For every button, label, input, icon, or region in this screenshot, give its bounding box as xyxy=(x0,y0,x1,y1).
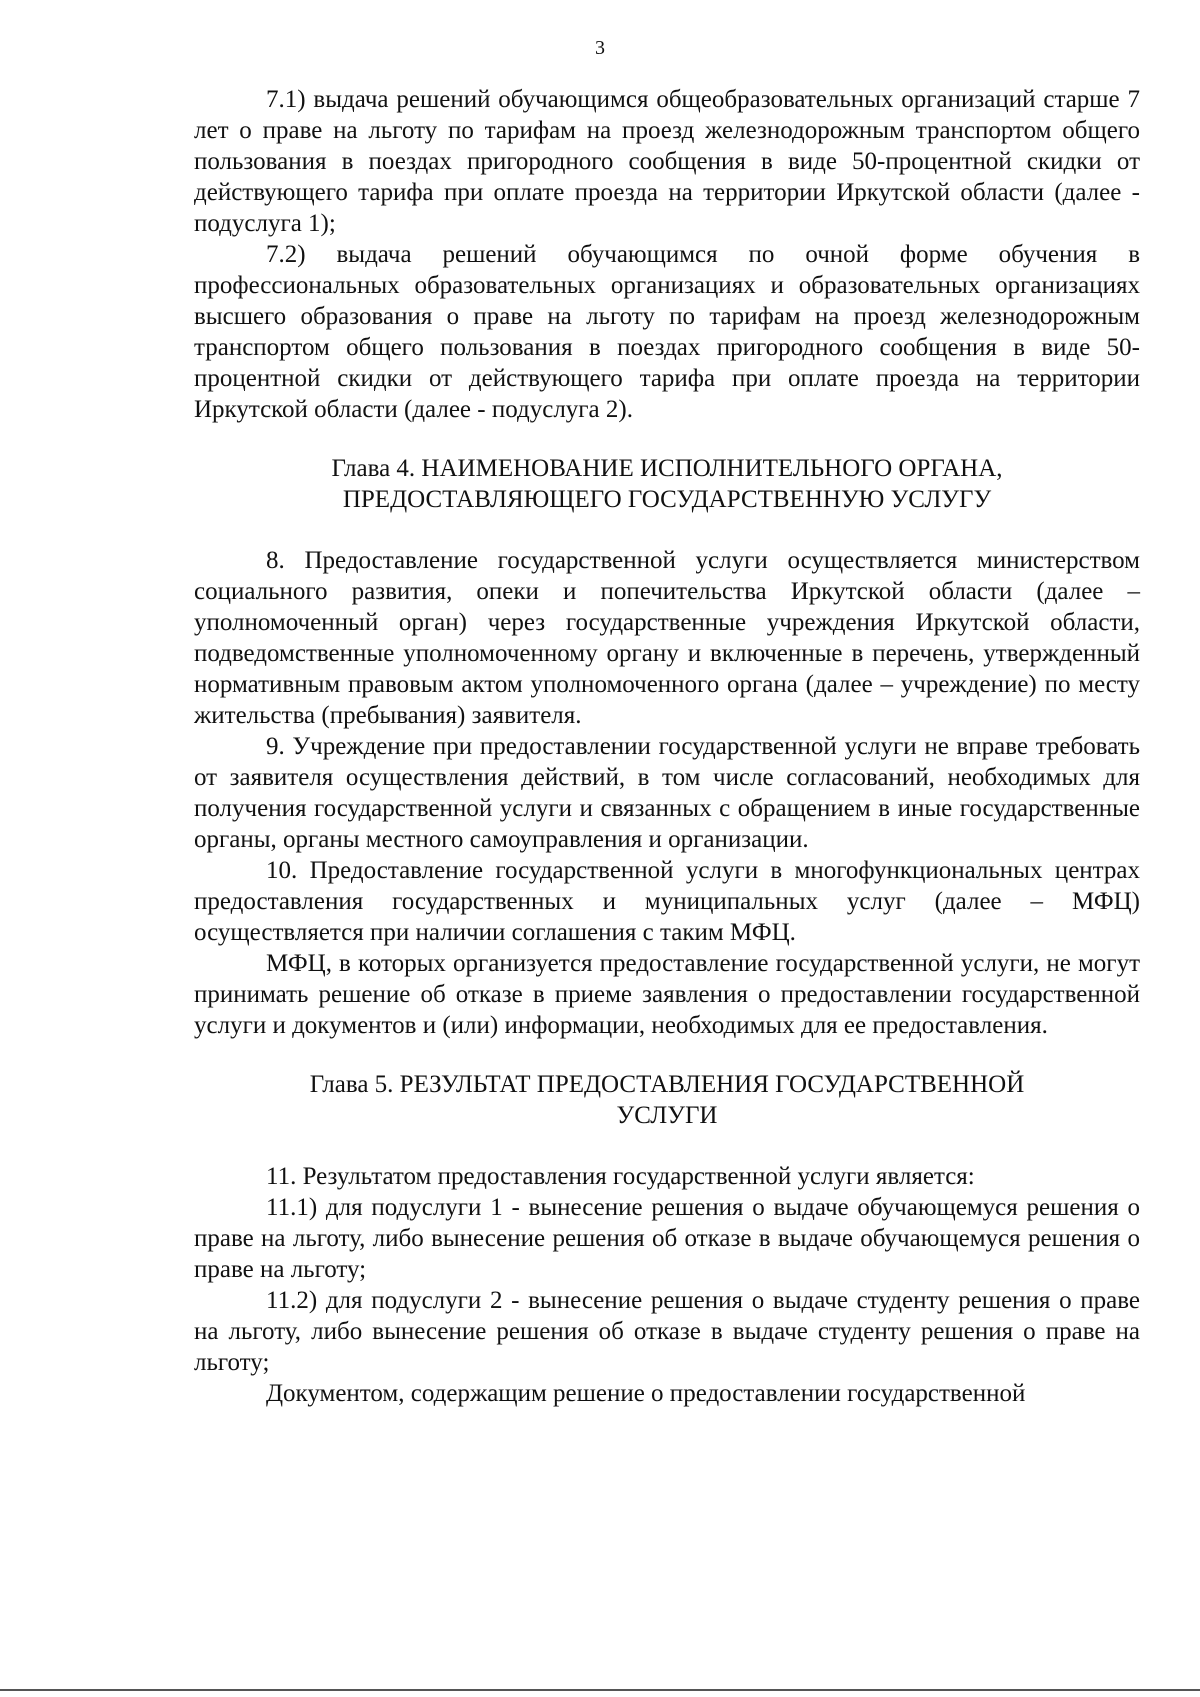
chapter-4-heading-line-1: Глава 4. НАИМЕНОВАНИЕ ИСПОЛНИТЕЛЬНОГО ОРГАНА, xyxy=(331,455,1003,482)
paragraph-7-2: 7.2) выдача решений обучающимся по очной форме обучения в профессиональных образовательных организациях и образовательных организациях высшего образования о праве на льготу по тарифам на проезд железнодорожным транспортом общего пользования в поездах пригородного сообщения в виде 50-процентной скидки от действующего тарифа при оплате проезда на территории Иркутской области (далее - подуслуга 2). xyxy=(194,241,1140,423)
paragraph-11-2: 11.2) для подуслуги 2 - вынесение решения о выдаче студенту решения о праве на льготу, либо вынесение решения об отказе в выдаче студенту решения о праве на льготу; xyxy=(194,1287,1140,1376)
chapter-5-heading-line-2: УСЛУГИ xyxy=(616,1102,718,1129)
document-body xyxy=(194,84,1140,1409)
paragraph-11: 11. Результатом предоставления государственной услуги является: xyxy=(266,1163,975,1190)
paragraph-9: 9. Учреждение при предоставлении государственной услуги не вправе требовать от заявителя осуществления действий, в том числе согласований, необходимых для получения государственной услуги и связанных с обращением в иные государственные органы, органы местного самоуправления и организации. xyxy=(194,733,1140,853)
chapter-4-heading-line-2: ПРЕДОСТАВЛЯЮЩЕГО ГОСУДАРСТВЕННУЮ УСЛУГУ xyxy=(342,486,992,513)
chapter-5-heading xyxy=(194,1069,1140,1131)
paragraph-7-1: 7.1) выдача решений обучающимся общеобразовательных организаций старше 7 лет о праве на льготу по тарифам на проезд железнодорожным транспортом общего пользования в поездах пригородного сообщения в виде 50-процентной скидки от действующего тарифа при оплате проезда на территории Иркутской области (далее - подуслуга 1); xyxy=(194,86,1140,237)
chapter-5-heading-line-1: Глава 5. РЕЗУЛЬТАТ ПРЕДОСТАВЛЕНИЯ ГОСУДАРСТВЕННОЙ xyxy=(309,1071,1025,1098)
chapter-4-heading xyxy=(194,453,1140,515)
paragraph-document: Документом, содержащим решение о предоставлении государственной xyxy=(266,1380,1026,1407)
paragraph-11-1: 11.1) для подуслуги 1 - вынесение решения о выдаче обучающемуся решения о праве на льготу, либо вынесение решения об отказе в выдаче обучающемуся решения о праве на льготу; xyxy=(194,1194,1140,1283)
paragraph-8: 8. Предоставление государственной услуги осуществляется министерством социального развития, опеки и попечительства Иркутской области (далее – уполномоченный орган) через государственные учреждения Иркутской области, подведомственные уполномоченному органу и включенные в перечень, утвержденный нормативным правовым актом уполномоченного органа (далее – учреждение) по месту жительства (пребывания) заявителя. xyxy=(194,547,1140,729)
paragraph-mfc: МФЦ, в которых организуется предоставление государственной услуги, не могут принимать решение об отказе в приеме заявления о предоставлении государственной услуги и документов и (или) информации, необходимых для ее предоставления. xyxy=(194,950,1140,1039)
paragraph-10: 10. Предоставление государственной услуги в многофункциональных центрах предоставления государственных и муниципальных услуг (далее – МФЦ) осуществляется при наличии соглашения с таким МФЦ. xyxy=(194,857,1140,946)
page-number: 3 xyxy=(595,37,605,59)
bottom-rule xyxy=(0,1689,1200,1691)
